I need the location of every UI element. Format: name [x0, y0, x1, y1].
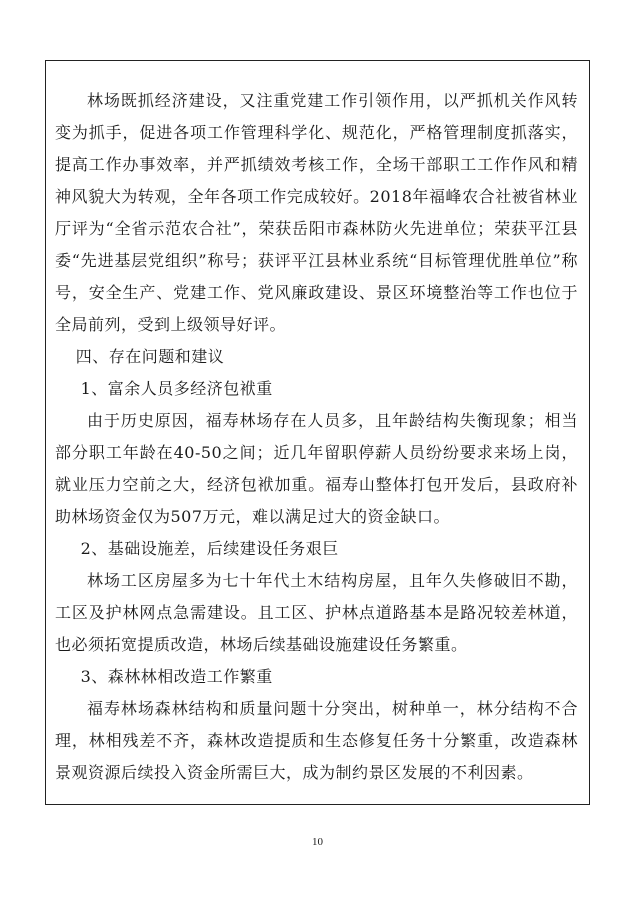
document-body — [55, 85, 578, 789]
subheading-forest-renovation: 3、森林林相改造工作繁重 — [80, 667, 273, 686]
paragraph-surplus-staff: 由于历史原因，福寿林场存在人员多，且年龄结构失衡现象；相当部分职工年龄在40-50之间；近几年留职停薪人员纷纷要求来场上岗，就业压力空前之大，经济包袱加重。福寿山整体打包开发后，县政府补助林场资金仅为507万元，难以满足过大的资金缺口。 — [55, 411, 578, 526]
section-heading-problems: 四、存在问题和建议 — [75, 347, 225, 366]
paragraph-forest-renovation: 福寿林场森林结构和质量问题十分突出，树种单一，林分结构不合理，林相残差不齐，森林改造提质和生态修复任务十分繁重，改造森林景观资源后续投入资金所需巨大，成为制约景区发展的不利因素。 — [55, 699, 578, 782]
subheading-infrastructure: 2、基础设施差，后续建设任务艰巨 — [80, 539, 339, 558]
paragraph-party-building: 林场既抓经济建设，又注重党建工作引领作用，以严抓机关作风转变为抓手，促进各项工作管理科学化、规范化，严格管理制度抓落实，提高工作办事效率，并严抓绩效考核工作，全场干部职工工作作风和精神风貌大为转观，全年各项工作完成较好。2018年福峰农合社被省林业厅评为“全省示范农合社”，荣获岳阳市森林防火先进单位；荣获平江县委“先进基层党组织”称号；获评平江县林业系统“目标管理优胜单位”称号，安全生产、党建工作、党风廉政建设、景区环境整治等工作也位于全局前列，受到上级领导好评。 — [55, 91, 578, 334]
page-number: 10 — [312, 836, 323, 848]
paragraph-infrastructure: 林场工区房屋多为七十年代土木结构房屋，且年久失修破旧不勘，工区及护林网点急需建设。且工区、护林点道路基本是路况较差林道，也必须拓宽提质改造，林场后续基础设施建设任务繁重。 — [55, 571, 578, 654]
subheading-surplus-staff: 1、富余人员多经济包袱重 — [80, 379, 273, 398]
